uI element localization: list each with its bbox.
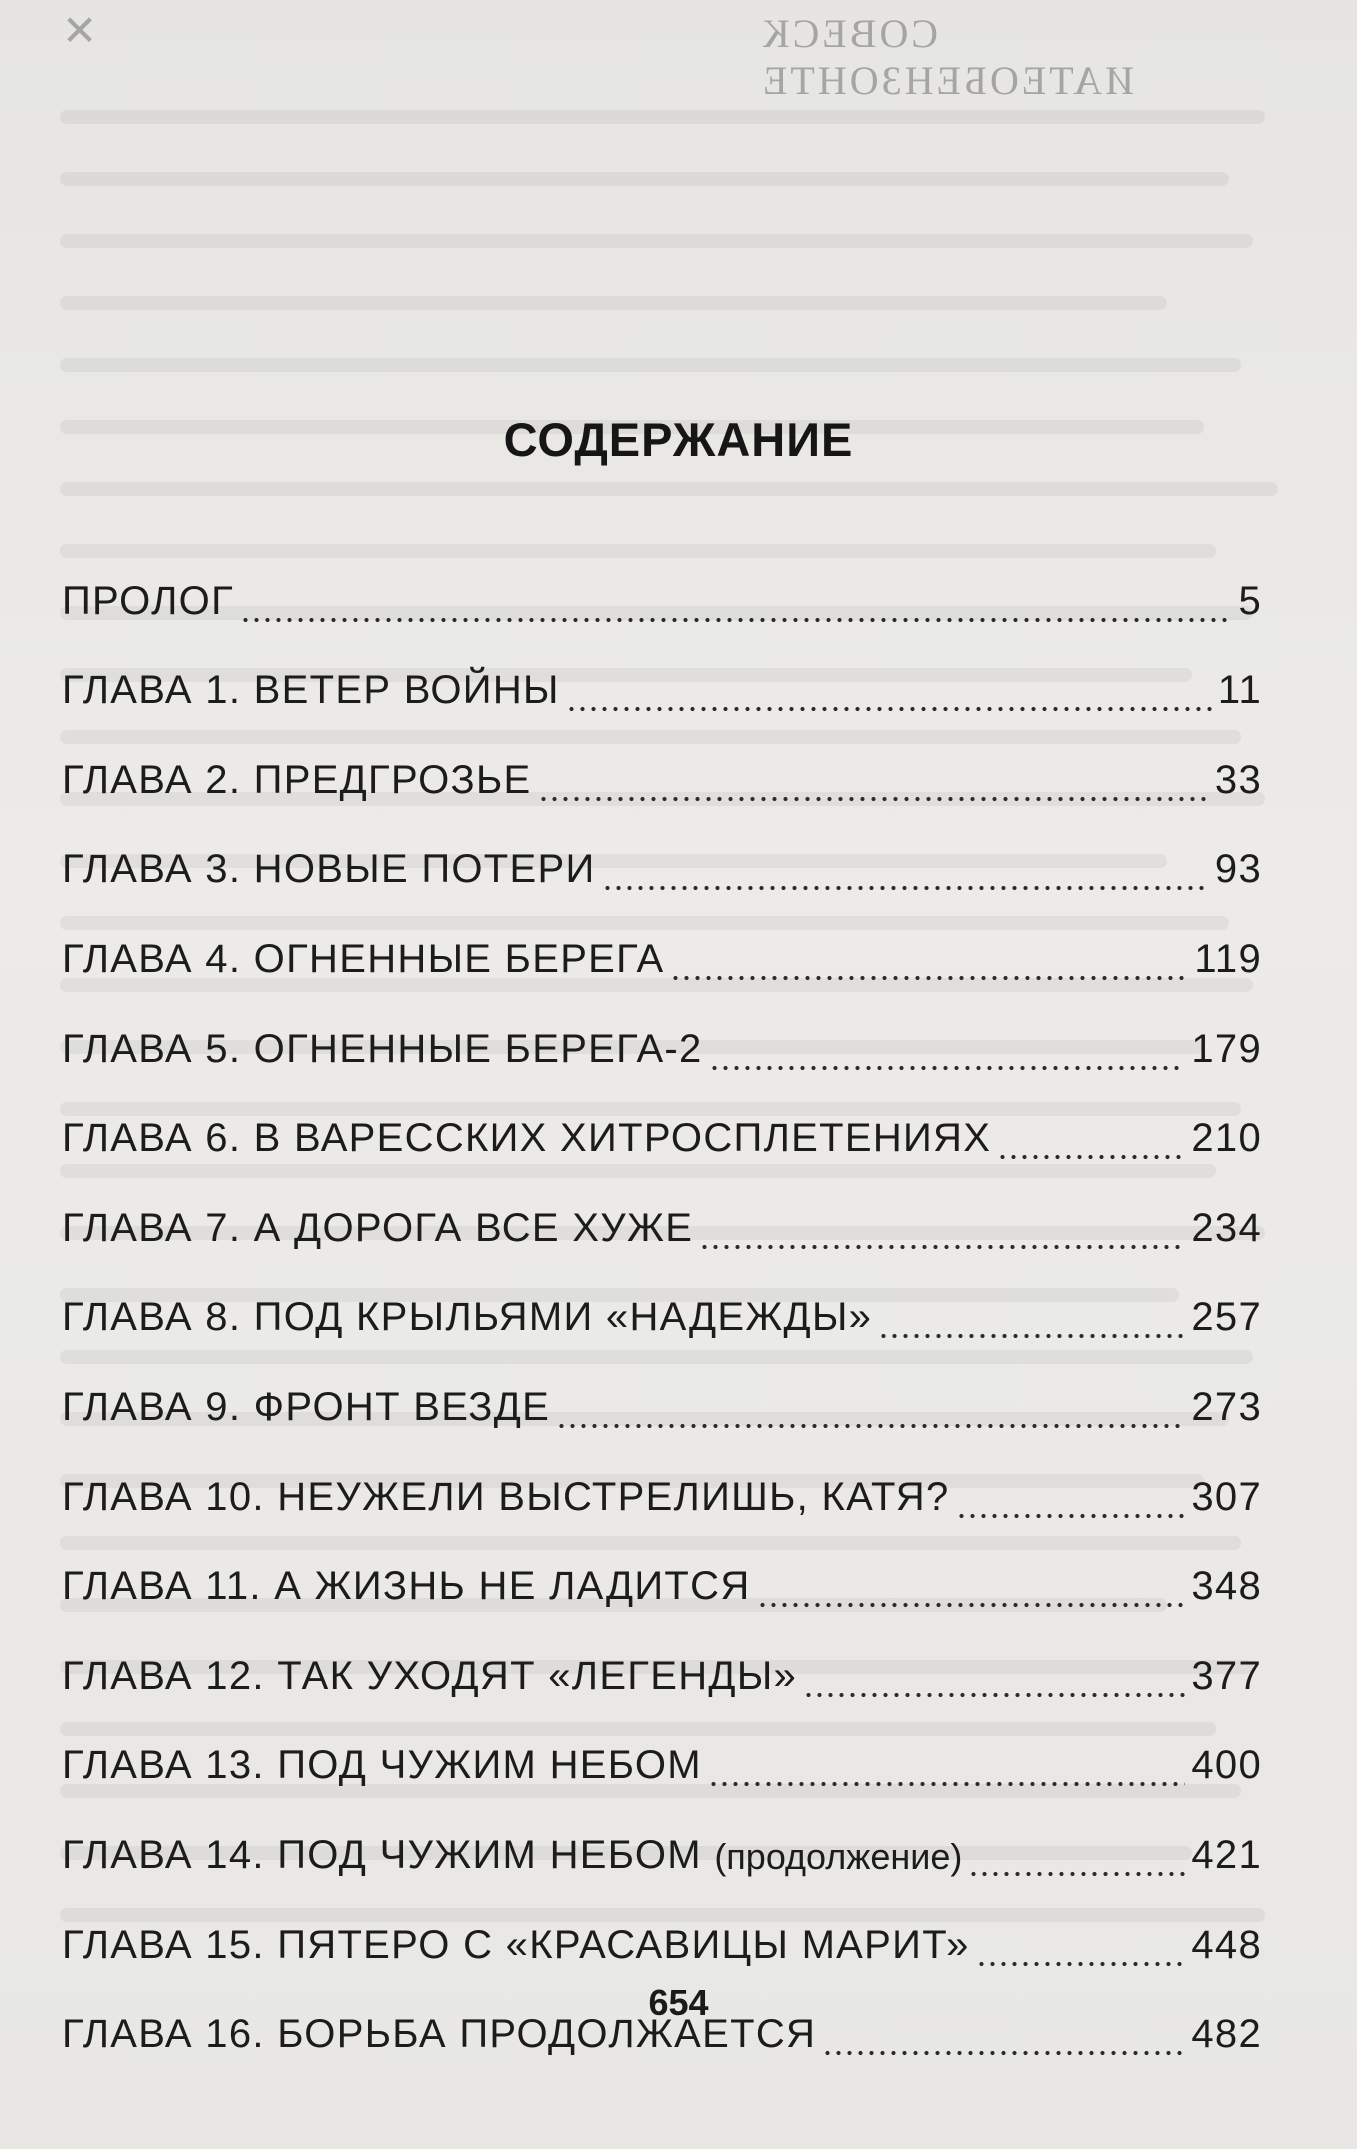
- bleed-line: [60, 110, 1265, 124]
- toc-entry-page: 400: [1191, 1743, 1262, 1788]
- toc-entry-label: ГЛАВА 1. ВЕТЕР ВОЙНЫ: [62, 668, 560, 713]
- toc-entry[interactable]: [62, 1348, 1262, 1438]
- toc-entry-label: ГЛАВА 13. ПОД ЧУЖИМ НЕБОМ: [62, 1743, 702, 1788]
- toc-entry[interactable]: [62, 990, 1262, 1080]
- toc-entry[interactable]: [62, 1438, 1262, 1528]
- toc-entry-page: 273: [1191, 1384, 1262, 1429]
- toc-entry-label: ГЛАВА 2. ПРЕДГРОЗЬЕ: [62, 757, 532, 802]
- toc-entry-label: ГЛАВА 8. ПОД КРЫЛЬЯМИ «НАДЕЖДЫ»: [62, 1295, 873, 1340]
- toc-entry[interactable]: [62, 1259, 1262, 1349]
- toc-entry-page: 119: [1194, 936, 1262, 981]
- page-number: 654: [648, 1982, 709, 2023]
- running-head-bleedthrough: СОВЕСК ИАТЕОБЕНЗОНТЕ: [760, 11, 1134, 103]
- toc-entry[interactable]: [62, 721, 1262, 811]
- toc-entry[interactable]: [62, 1707, 1262, 1797]
- dot-leader: [566, 681, 1212, 713]
- toc-entry-note: (продолжение): [714, 1835, 963, 1877]
- toc-entry-page: 33: [1214, 757, 1262, 802]
- bleed-line: [60, 172, 1229, 186]
- toc-entry-page: 257: [1191, 1295, 1262, 1340]
- bleed-line: [60, 234, 1253, 248]
- toc-entry-page: 234: [1191, 1205, 1262, 1250]
- toc-entry-page: 179: [1191, 1026, 1262, 1071]
- toc-entry[interactable]: [62, 1617, 1262, 1707]
- dot-leader: [699, 1219, 1185, 1251]
- bleed-line: [60, 358, 1241, 372]
- page-title: СОДЕРЖАНИЕ: [503, 413, 854, 466]
- toc-entry[interactable]: [62, 1169, 1262, 1259]
- toc-entry-spacer: [702, 1833, 714, 1878]
- toc-entry[interactable]: [62, 811, 1262, 901]
- dot-leader: [708, 1756, 1185, 1788]
- corner-mark: ✕: [62, 9, 98, 55]
- dot-leader: [602, 860, 1209, 892]
- table-of-contents: [62, 542, 1262, 2065]
- dot-leader: [556, 1398, 1185, 1430]
- bleed-line: [60, 296, 1167, 310]
- toc-entry-label: ГЛАВА 16. БОРЬБА ПРОДОЛЖАЕТСЯ: [62, 2012, 817, 2057]
- dot-leader: [670, 950, 1188, 982]
- toc-entry-label: ГЛАВА 12. ТАК УХОДЯТ «ЛЕГЕНДЫ»: [62, 1653, 798, 1698]
- toc-entry-page: 421: [1191, 1832, 1262, 1877]
- toc-entry-label: ГЛАВА 11. А ЖИЗНЬ НЕ ЛАДИТСЯ: [62, 1564, 751, 1609]
- toc-entry-label: ГЛАВА 4. ОГНЕННЫЕ БЕРЕГА: [62, 936, 665, 981]
- toc-entry-label: ГЛАВА 5. ОГНЕННЫЕ БЕРЕГА-2: [62, 1026, 703, 1071]
- toc-entry-page: 482: [1191, 2012, 1262, 2057]
- toc-entry[interactable]: [62, 1796, 1262, 1886]
- toc-entry-label: ГЛАВА 6. В ВАРЕССКИХ ХИТРОСПЛЕТЕНИЯХ: [62, 1116, 992, 1161]
- dot-leader: [878, 1308, 1185, 1340]
- toc-entry-page: 448: [1191, 1922, 1262, 1967]
- toc-entry[interactable]: [62, 1080, 1262, 1170]
- dot-leader: [997, 1129, 1185, 1161]
- toc-entry-label: ГЛАВА 3. НОВЫЕ ПОТЕРИ: [62, 847, 596, 892]
- dot-leader: [240, 592, 1232, 624]
- bleed-line: [60, 482, 1278, 496]
- toc-entry[interactable]: [62, 1886, 1262, 1976]
- toc-entry-page: 11: [1217, 668, 1262, 713]
- toc-entry-page: 5: [1238, 578, 1262, 623]
- toc-entry-page: 348: [1191, 1564, 1262, 1609]
- toc-entry-page: 93: [1214, 847, 1262, 892]
- toc-entry-page: 307: [1191, 1474, 1262, 1519]
- dot-leader: [822, 2025, 1185, 2057]
- toc-entry-label: ГЛАВА 14. ПОД ЧУЖИМ НЕБОМ: [62, 1832, 702, 1877]
- dot-leader: [803, 1667, 1185, 1699]
- dot-leader: [757, 1577, 1186, 1609]
- toc-entry[interactable]: [62, 900, 1262, 990]
- toc-entry[interactable]: [62, 1528, 1262, 1618]
- toc-entry-label: ПРОЛОГ: [62, 578, 235, 623]
- dot-leader: [956, 1488, 1186, 1520]
- dot-leader: [538, 771, 1209, 803]
- dot-leader: [968, 1846, 1185, 1878]
- toc-entry-label: ГЛАВА 10. НЕУЖЕЛИ ВЫСТРЕЛИШЬ, КАТЯ?: [62, 1474, 950, 1519]
- toc-entry[interactable]: [62, 632, 1262, 722]
- toc-entry[interactable]: [62, 542, 1262, 632]
- dot-leader: [976, 1936, 1186, 1968]
- dot-leader: [709, 1040, 1186, 1072]
- toc-entry-page: 377: [1191, 1653, 1262, 1698]
- toc-entry-page: 210: [1191, 1116, 1262, 1161]
- toc-entry-label: ГЛАВА 15. ПЯТЕРО С «КРАСАВИЦЫ МАРИТ»: [62, 1922, 970, 1967]
- toc-entry-label: ГЛАВА 7. А ДОРОГА ВСЕ ХУЖЕ: [62, 1205, 694, 1250]
- toc-entry-label: ГЛАВА 9. ФРОНТ ВЕЗДЕ: [62, 1384, 551, 1429]
